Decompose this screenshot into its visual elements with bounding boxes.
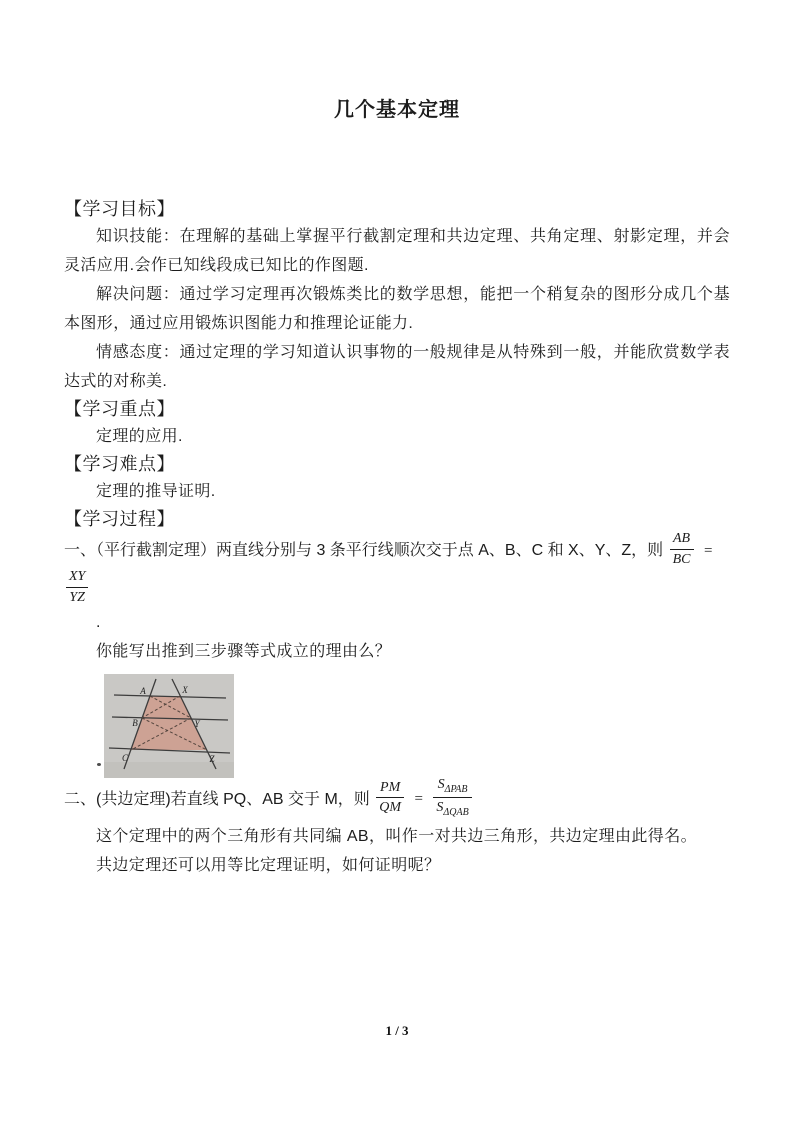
fraction-ab-bc (670, 530, 694, 568)
theorem1-statement (64, 532, 730, 608)
equals-sign: = (703, 542, 713, 559)
figure-label-z: Z (209, 754, 215, 764)
fraction-pm-qm (376, 779, 404, 817)
fraction-numerator: PM (376, 779, 404, 799)
geometry-figure-photo (104, 674, 234, 778)
page-number: 1 / 3 (385, 1023, 409, 1038)
page-title: 几个基本定理 (334, 99, 460, 121)
theorem1-intro-text: 一、（平行截割定理）两直线分别与 3 条平行线顺次交于点 A、B、C 和 X、Y、Z，则 (64, 542, 664, 560)
figure-label-b: B (132, 718, 138, 728)
fraction-numerator (433, 776, 471, 798)
heading-learning-objectives: 【学习目标】 (64, 199, 175, 219)
figure-label-a: A (140, 686, 146, 696)
heading-key-points: 【学习重点】 (64, 399, 175, 419)
heading-learning-process: 【学习过程】 (64, 509, 175, 529)
area-subscript-pab: ΔPAB (444, 783, 468, 795)
paragraph-problem-solving: 解决问题：通过学习定理再次锻炼类比的数学思想，能把一个稍复杂的图形分成几个基本图形，通过应用锻炼识图能力和推理论证能力. (64, 286, 730, 332)
fraction-denominator: YZ (69, 589, 85, 605)
fraction-denominator: BC (672, 551, 691, 567)
fraction-xy-yz (66, 568, 88, 606)
area-symbol: S (436, 800, 444, 816)
theorem1-question: 你能写出推到三步骤等式成立的理由么？ (96, 643, 392, 660)
paragraph-difficulties: 定理的推导证明. (96, 483, 216, 500)
area-subscript-qab: ΔQAB (443, 807, 469, 819)
fraction-areas (433, 776, 471, 820)
fraction-denominator: QM (379, 800, 402, 816)
theorem2-note: 这个定理中的两个三角形有共同编 AB，叫作一对共边三角形，共边定理由此得名。 (96, 827, 697, 845)
theorem2-statement (64, 778, 730, 822)
fraction-numerator: XY (66, 568, 88, 588)
figure-label-c: C (121, 753, 129, 763)
paragraph-key-points: 定理的应用. (96, 428, 183, 445)
theorem2-question: 共边定理还可以用等比定理证明，如何证明呢？ (96, 856, 441, 874)
area-symbol: S (437, 777, 445, 792)
theorem1-trailing-period: . (96, 614, 101, 631)
figure-label-y: Y (194, 719, 200, 729)
heading-difficulties: 【学习难点】 (64, 454, 175, 474)
fraction-numerator: AB (670, 530, 694, 550)
paragraph-knowledge-skills: 知识技能：在理解的基础上掌握平行截割定理和共边定理、共角定理、射影定理，并会灵活应用.会作已知线段成已知比的作图题. (64, 228, 730, 274)
fraction-denominator (433, 798, 471, 819)
paragraph-emotional-attitude: 情感态度：通过定理的学习知道认识事物的一般规律是从特殊到一般，并能欣赏数学表达式的对称美. (64, 344, 730, 390)
photo-speck-mark (97, 763, 101, 766)
figure-label-x: X (182, 685, 188, 695)
equals-sign: = (414, 791, 423, 808)
photo-shadow-band (104, 762, 234, 778)
theorem2-intro-text: 二、(共边定理)若直线 PQ、AB 交于 M，则 (64, 791, 370, 809)
